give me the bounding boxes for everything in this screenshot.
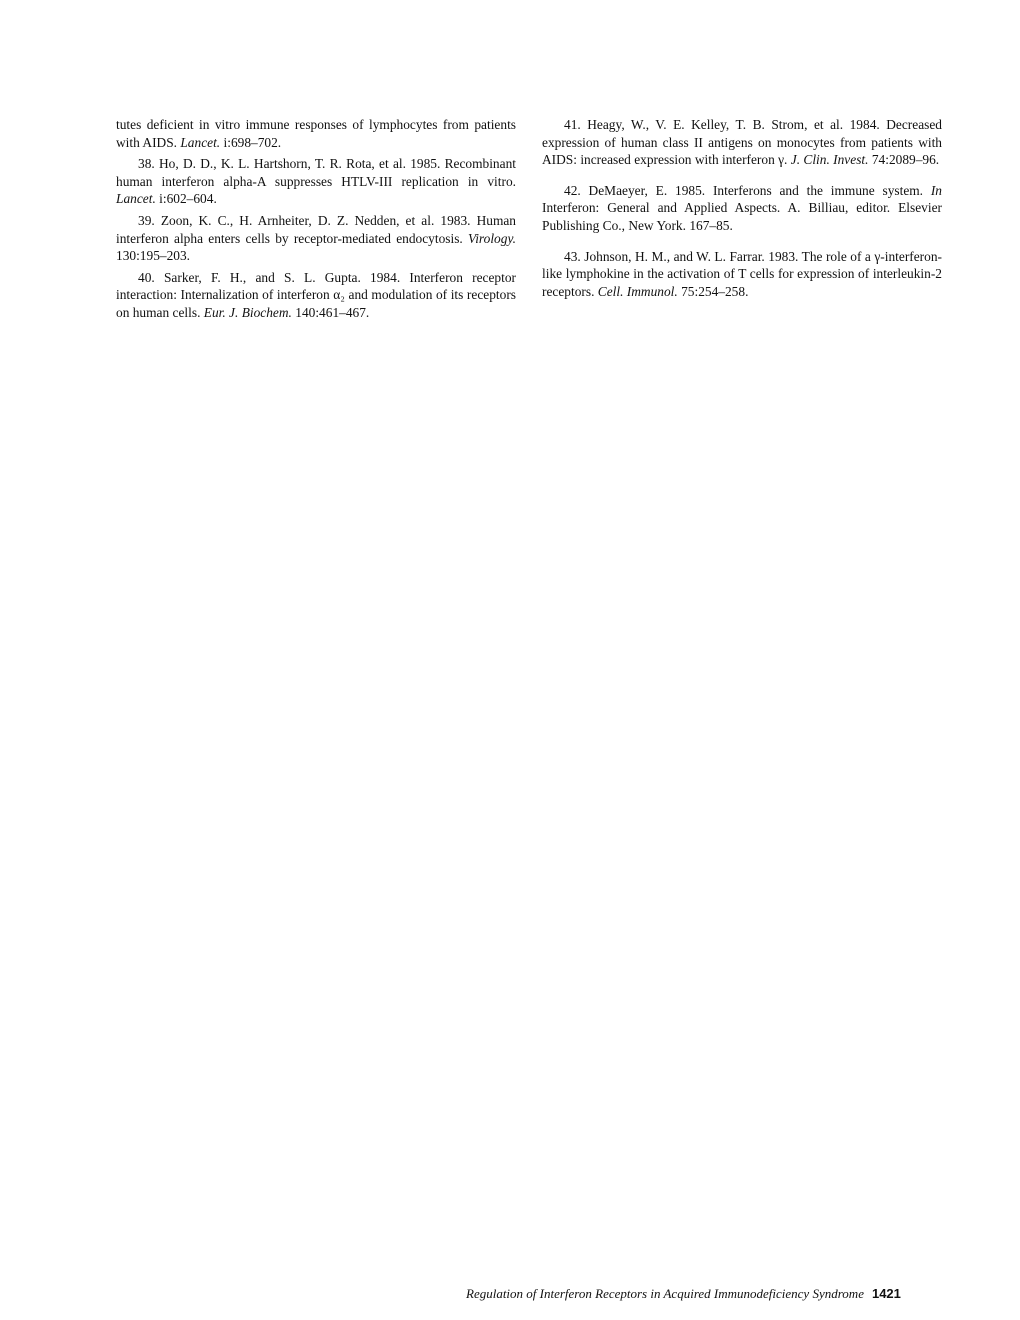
reference-journal: Lancet.: [180, 134, 221, 150]
reference-citation: 74:2089–96.: [868, 152, 940, 168]
reference-journal: Cell. Immunol.: [597, 283, 678, 299]
references-left-column: [116, 116, 516, 326]
reference-text: DeMaeyer, E. 1985. Interferons and the immune system.: [580, 182, 931, 198]
reference-38: [116, 155, 516, 208]
reference-citation: 140:461–467.: [291, 304, 370, 320]
reference-journal: J. Clin. Invest.: [790, 152, 869, 168]
reference-text: Heagy, W., V. E. Kelley, T. B. Strom, et al. 1984. Decreased expression of human class II antigens on monocytes from patients with AIDS: increased expression with interferon γ.: [542, 117, 942, 168]
reference-citation: Interferon: General and Applied Aspects. A. Billiau, editor. Elsevier Publishing Co., New York. 167–85.: [542, 200, 942, 233]
reference-43: [542, 248, 942, 301]
reference-number: 40.: [138, 269, 155, 285]
reference-number: 39.: [138, 212, 155, 228]
reference-42: [542, 182, 942, 235]
reference-number: 41.: [564, 117, 581, 132]
reference-39: [116, 212, 516, 265]
reference-40: [116, 269, 516, 322]
reference-number: 38.: [138, 156, 155, 172]
reference-number: 43.: [564, 248, 581, 264]
running-title: Regulation of Interferon Receptors in Acquired Immunodeficiency Syndrome: [466, 1286, 864, 1301]
reference-text: tutes deficient in vitro immune responses of lymphocytes from patients with AIDS.: [116, 117, 516, 150]
reference-citation: 130:195–203.: [116, 248, 191, 264]
reference-journal: Eur. J. Biochem.: [203, 304, 292, 320]
page-footer: [466, 1286, 948, 1302]
reference-text: Johnson, H. M., and W. L. Farrar. 1983. The role of a γ-interferon-like lymphokine in the activation of T cells for expression of interleukin-2 receptors.: [542, 248, 942, 299]
reference-citation: i:698–702.: [220, 134, 282, 150]
reference-citation: i:602–604.: [155, 191, 217, 207]
reference-citation: 75:254–258.: [677, 283, 749, 299]
reference-journal: Lancet.: [116, 191, 156, 207]
reference-37-continuation: [116, 116, 516, 151]
reference-text: Zoon, K. C., H. Arnheiter, D. Z. Nedden, et al. 1983. Human interferon alpha enters cells by receptor-mediated endocytosis.: [116, 212, 516, 246]
reference-journal: In: [930, 182, 942, 198]
reference-text: Sarker, F. H., and S. L. Gupta. 1984. Interferon receptor interaction: Internalization of interferon α₂ and modulation of its receptors on human cells.: [116, 269, 516, 320]
page-number: 1421: [871, 1286, 901, 1301]
reference-journal: Virology.: [468, 230, 516, 246]
reference-text: Ho, D. D., K. L. Hartshorn, T. R. Rota, et al. 1985. Recombinant human interferon alpha-A suppresses HTLV-III replication in vitro.: [116, 156, 516, 189]
reference-number: 42.: [564, 182, 581, 198]
references-right-column: [542, 116, 942, 313]
reference-41: [542, 116, 942, 169]
